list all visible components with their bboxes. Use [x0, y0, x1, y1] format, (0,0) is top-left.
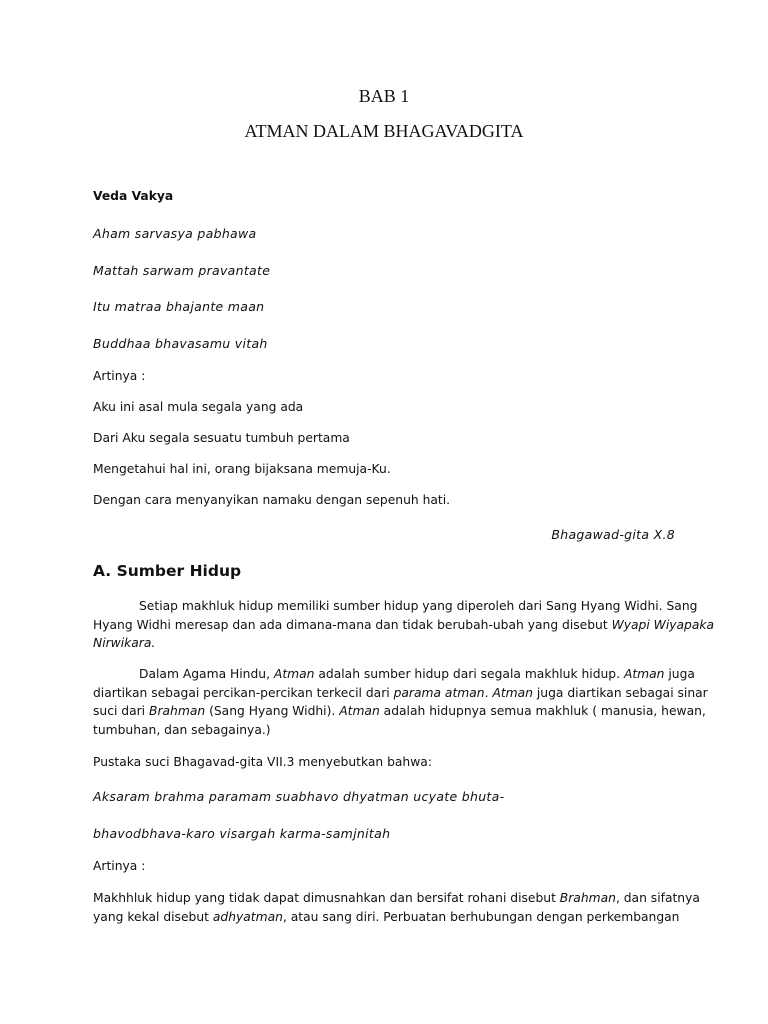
paragraph-line: suci dari Brahman (Sang Hyang Widhi). Atman adalah hidupnya semua makhluk ( manusia, hewan,	[93, 704, 706, 718]
paragraph-meaning	[93, 889, 700, 926]
meaning-line: Mengetahui hal ini, orang bijaksana memuja-Ku.	[93, 462, 391, 476]
section-heading: A. Sumber Hidup	[93, 562, 242, 580]
paragraph-atman	[93, 665, 708, 739]
meaning-label: Artinya :	[93, 369, 146, 383]
paragraph-line: Dalam Agama Hindu, Atman adalah sumber hidup dari segala makhluk hidup. Atman juga	[139, 667, 695, 681]
verse-citation: Bhagawad-gita X.8	[551, 527, 675, 542]
paragraph-line: diartikan sebagai percikan-percikan terkecil dari parama atman. Atman juga diartikan sebagai sinar	[93, 685, 708, 700]
verse-line: Buddhaa bhavasamu vitah	[93, 336, 268, 351]
paragraph-line: Hyang Widhi meresap dan ada dimana-mana dan tidak berubah-ubah yang disebut Wyapi Wiyapaka	[93, 617, 715, 632]
paragraph-sumber-hidup	[93, 597, 715, 653]
verse-line: Aksaram brahma paramam suabhavo dhyatman ucyate bhuta-	[93, 789, 505, 804]
meaning-label: Artinya :	[93, 859, 146, 873]
verse-line: Mattah sarwam pravantate	[93, 263, 271, 278]
paragraph-line: Nirwikara.	[93, 636, 156, 650]
verse-line: bhavodbhava-karo visargah karma-samjnitah	[93, 826, 391, 841]
meaning-line: Aku ini asal mula segala yang ada	[93, 400, 304, 414]
verse-line: Aham sarvasya pabhawa	[93, 226, 257, 241]
paragraph-line: yang kekal disebut adhyatman, atau sang diri. Perbuatan berhubungan dengan perkembangan	[93, 909, 680, 924]
verse-line: Itu matraa bhajante maan	[93, 299, 265, 314]
meaning-line: Dengan cara menyanyikan namaku dengan sepenuh hati.	[93, 493, 451, 507]
chapter-number: BAB 1	[358, 86, 410, 106]
meaning-line: Dari Aku segala sesuatu tumbuh pertama	[93, 431, 350, 445]
paragraph-line: tumbuhan, dan sebagainya.)	[93, 722, 271, 737]
veda-vakya-heading: Veda Vakya	[93, 189, 174, 203]
paragraph-line: Setiap makhluk hidup memiliki sumber hidup yang diperoleh dari Sang Hyang Widhi. Sang	[139, 599, 698, 613]
chapter-title: ATMAN DALAM BHAGAVADGITA	[244, 121, 524, 141]
paragraph-line: Makhhluk hidup yang tidak dapat dimusnahkan dan bersifat rohani disebut Brahman, dan sifatnya	[93, 891, 700, 905]
pustaka-intro: Pustaka suci Bhagavad-gita VII.3 menyebutkan bahwa:	[93, 755, 432, 769]
